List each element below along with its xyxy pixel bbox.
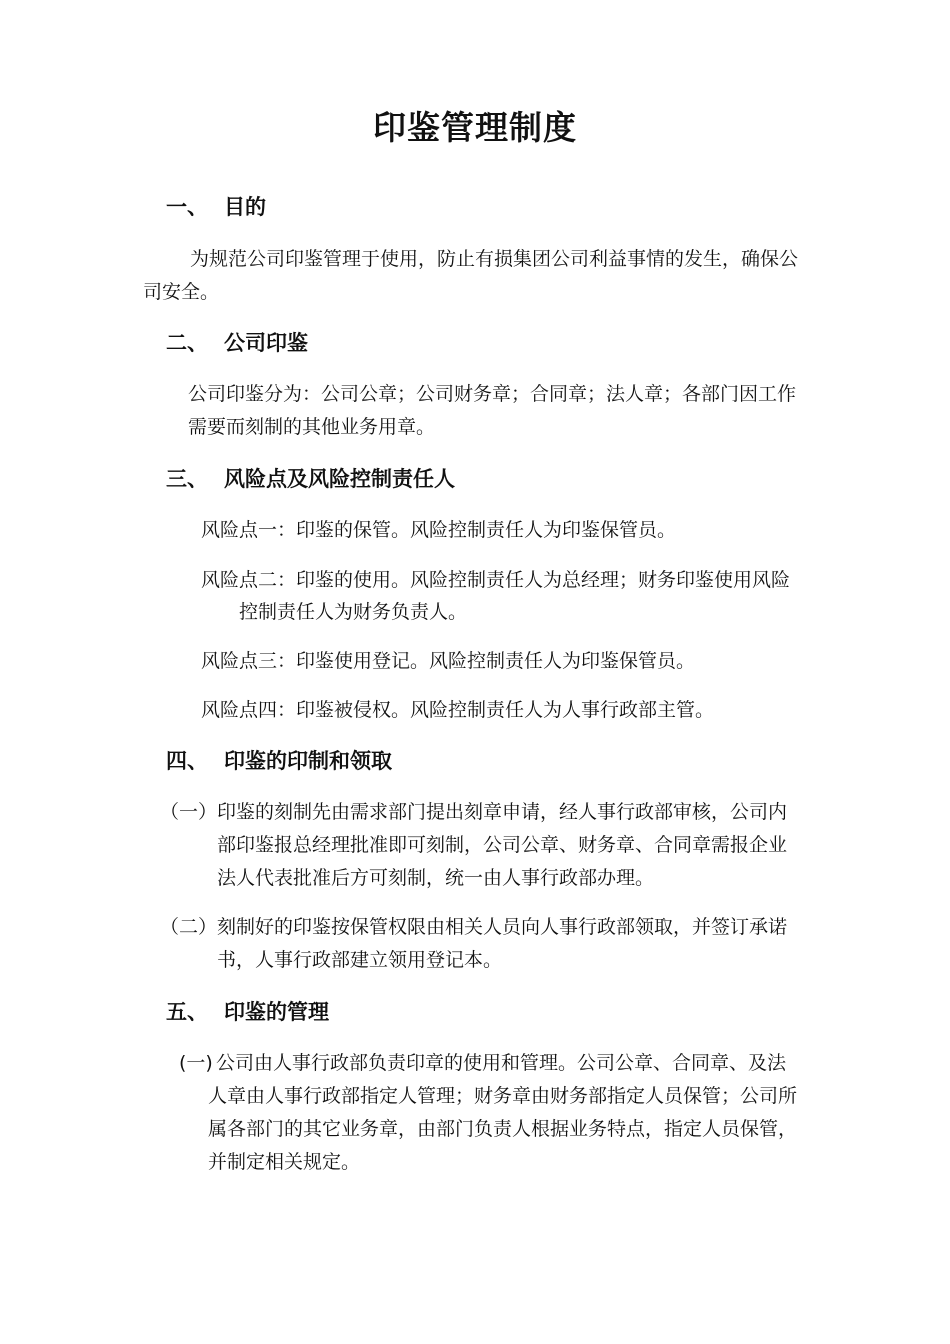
risk-point-1: 风险点一：印鉴的保管。风险控制责任人为印鉴保管员。	[201, 519, 677, 541]
section-4-item-2-line-2: 书，人事行政部建立领用登记本。	[217, 949, 503, 971]
document-title: 印鉴管理制度	[373, 108, 577, 147]
risk-point-2-line-1: 风险点二：印鉴的使用。风险控制责任人为总经理；财务印鉴使用风险	[201, 569, 791, 591]
section-4-item-1-prefix: （一）	[160, 801, 218, 823]
section-1-line-1: 为规范公司印鉴管理于使用，防止有损集团公司利益事情的发生，确保公	[190, 248, 799, 270]
risk-point-2-line-2: 控制责任人为财务负责人。	[239, 601, 468, 623]
section-5-item-1-line-3: 属各部门的其它业务章，由部门负责人根据业务特点，指定人员保管，	[208, 1118, 798, 1140]
section-4-item-1-line-1: 印鉴的刻制先由需求部门提出刻章申请，经人事行政部审核，公司内	[217, 801, 788, 823]
section-5-item-1-line-4: 并制定相关规定。	[208, 1151, 361, 1173]
section-4-item-1-line-2: 部印鉴报总经理批准即可刻制，公司公章、财务章、合同章需报企业	[217, 834, 788, 856]
section-4-item-2-line-1: 刻制好的印鉴按保管权限由相关人员向人事行政部领取，并签订承诺	[217, 916, 788, 938]
section-2-heading: 公司印鉴	[224, 331, 308, 355]
section-5-item-1-line-1: 公司由人事行政部负责印章的使用和管理。公司公章、合同章、及法	[216, 1052, 787, 1074]
section-1-number: 一、	[166, 195, 208, 219]
risk-point-4: 风险点四：印鉴被侵权。风险控制责任人为人事行政部主管。	[201, 699, 715, 721]
section-3-number: 三、	[166, 467, 208, 491]
section-3-heading: 风险点及风险控制责任人	[224, 467, 455, 491]
section-5-item-1-prefix: (一)	[179, 1052, 213, 1074]
section-5-item-1-line-2: 人章由人事行政部指定人管理；财务章由财务部指定人员保管；公司所	[208, 1085, 798, 1107]
section-4-item-1-line-3: 法人代表批准后方可刻制，统一由人事行政部办理。	[217, 867, 655, 889]
section-5-number: 五、	[166, 1000, 208, 1024]
section-5-heading: 印鉴的管理	[224, 1000, 329, 1024]
section-2-number: 二、	[166, 331, 208, 355]
section-2-line-1: 公司印鉴分为：公司公章；公司财务章；合同章；法人章；各部门因工作	[188, 383, 797, 405]
section-4-number: 四、	[166, 749, 208, 773]
section-1-heading: 目的	[224, 195, 266, 219]
risk-point-3: 风险点三：印鉴使用登记。风险控制责任人为印鉴保管员。	[201, 650, 696, 672]
section-1-line-2: 司安全。	[143, 281, 220, 303]
section-4-heading: 印鉴的印制和领取	[224, 749, 392, 773]
section-2-line-2: 需要而刻制的其他业务用章。	[188, 416, 436, 438]
section-4-item-2-prefix: （二）	[160, 916, 218, 938]
